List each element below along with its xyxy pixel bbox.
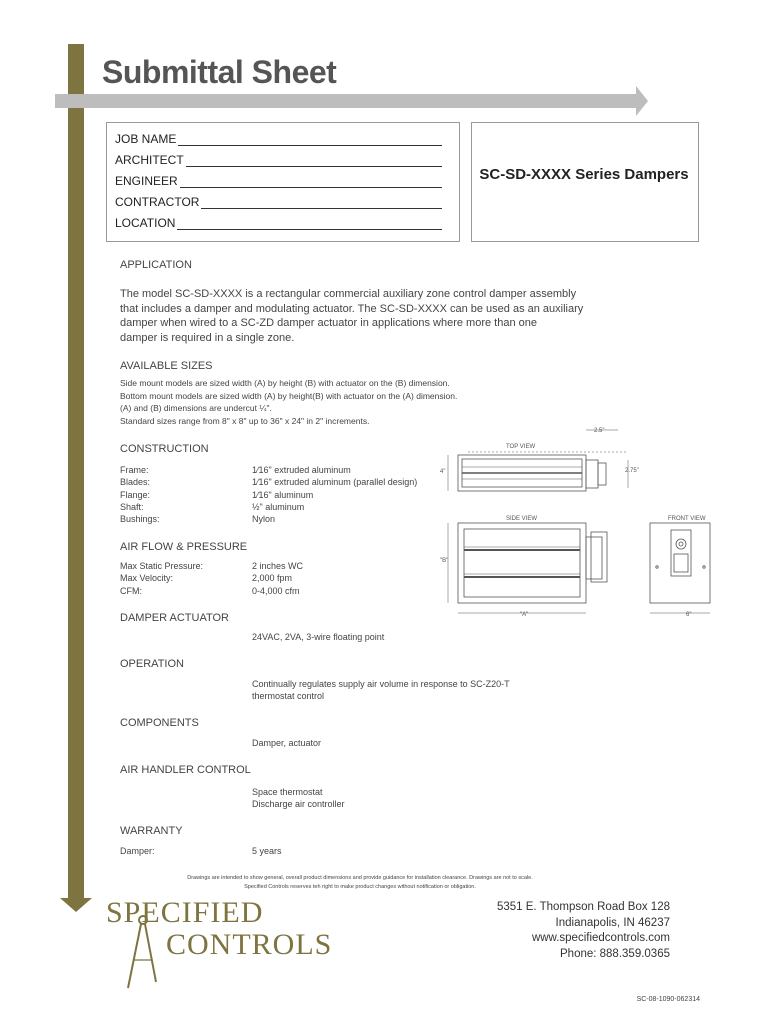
air-handler-heading: AIR HANDLER CONTROL — [120, 764, 251, 776]
construction-labels: Frame: Blades: Flange: Shaft: Bushings: — [120, 465, 160, 525]
warranty-label: Damper: — [120, 846, 155, 856]
sizes-text: Side mount models are sized width (A) by height (B) with actuator on the (B) dimension. Bottom mount models are sized width (A) by height(B) with actuator on the (A) dimension. (A) and (B) dimensions are undercut ¼". Standard sizes range from 8" x 8" up to 36" x 24" in 2" increments. — [120, 378, 458, 426]
side-view-label: SIDE VIEW — [506, 516, 538, 522]
dim-2-5-label: 2.5" — [594, 428, 605, 434]
components-heading: COMPONENTS — [120, 717, 199, 729]
airflow-heading: AIR FLOW & PRESSURE — [120, 541, 248, 553]
disclaimer: Drawings are intended to show general, overall product dimensions and provide guidance for installation clearance. Drawings are not to scale. Specified Controls reserves teh right to make product changes without notification or obligation. — [187, 875, 533, 890]
components-value: Damper, actuator — [252, 738, 322, 748]
dim-4-label: 4" — [440, 469, 446, 475]
application-heading: APPLICATION — [120, 259, 192, 271]
airflow-values: 2 inches WC 2,000 fpm 0-4,000 cfm — [252, 561, 304, 596]
logo-line-specified: SPECIFIED — [106, 896, 264, 929]
construction-values: 1⁄16" extruded aluminum 1⁄16" extruded aluminum (parallel design) 1⁄16" aluminum ½" aluminum Nylon — [252, 465, 418, 525]
sizes-heading: AVAILABLE SIZES — [120, 360, 213, 372]
dim-2-75-label: 2.75" — [625, 468, 639, 474]
architect-field[interactable]: ARCHITECT — [115, 153, 442, 167]
page-title: Submittal Sheet — [102, 54, 337, 90]
company-address: 5351 E. Thompson Road Box 128 Indianapolis, IN 46237 www.specifiedcontrols.com Phone: 888.359.0365 — [470, 900, 670, 962]
olive-vertical-bar — [68, 44, 84, 900]
series-title: SC-SD-XXXX Series Dampers — [479, 166, 689, 183]
document-id: SC-08-1090-062314 — [636, 996, 700, 1003]
dim-b-label: "B" — [440, 558, 449, 564]
gray-title-band — [55, 94, 638, 108]
construction-heading: CONSTRUCTION — [120, 443, 209, 455]
airflow-labels: Max Static Pressure: Max Velocity: CFM: — [120, 561, 204, 596]
actuator-value: 24VAC, 2VA, 3-wire floating point — [252, 632, 385, 642]
job-name-field[interactable]: JOB NAME — [115, 132, 442, 146]
application-text: The model SC-SD-XXXX is a rectangular commercial auxiliary zone control damper assembly that includes a damper and modulating actuator. The SC-SD-XXXX can be used as an auxiliary damper when wired to a SC-ZD damper actuator in applications where more than one damper is required in a single zone. — [120, 288, 584, 344]
olive-arrow-tip — [60, 898, 92, 912]
actuator-heading: DAMPER ACTUATOR — [120, 612, 229, 624]
website-link[interactable]: www.specifiedcontrols.com — [531, 932, 670, 944]
engineer-field[interactable]: ENGINEER — [115, 174, 442, 188]
contractor-field[interactable]: CONTRACTOR — [115, 195, 442, 209]
operation-heading: OPERATION — [120, 658, 184, 670]
operation-text: Continually regulates supply air volume in response to SC-Z20-T thermostat control — [252, 679, 510, 702]
compass-logo-icon — [118, 912, 168, 992]
logo-line-controls: CONTROLS — [166, 928, 333, 961]
dim-6-label: 6" — [686, 612, 692, 618]
warranty-heading: WARRANTY — [120, 825, 183, 837]
dim-a-label: "A" — [520, 612, 529, 618]
top-view-label: TOP VIEW — [506, 444, 536, 450]
gray-arrow-tip — [636, 86, 648, 116]
location-field[interactable]: LOCATION — [115, 216, 442, 230]
air-handler-text: Space thermostat Discharge air controller — [252, 787, 345, 810]
warranty-value: 5 years — [252, 846, 282, 856]
damper-drawing — [428, 420, 718, 625]
front-view-label: FRONT VIEW — [668, 516, 706, 522]
